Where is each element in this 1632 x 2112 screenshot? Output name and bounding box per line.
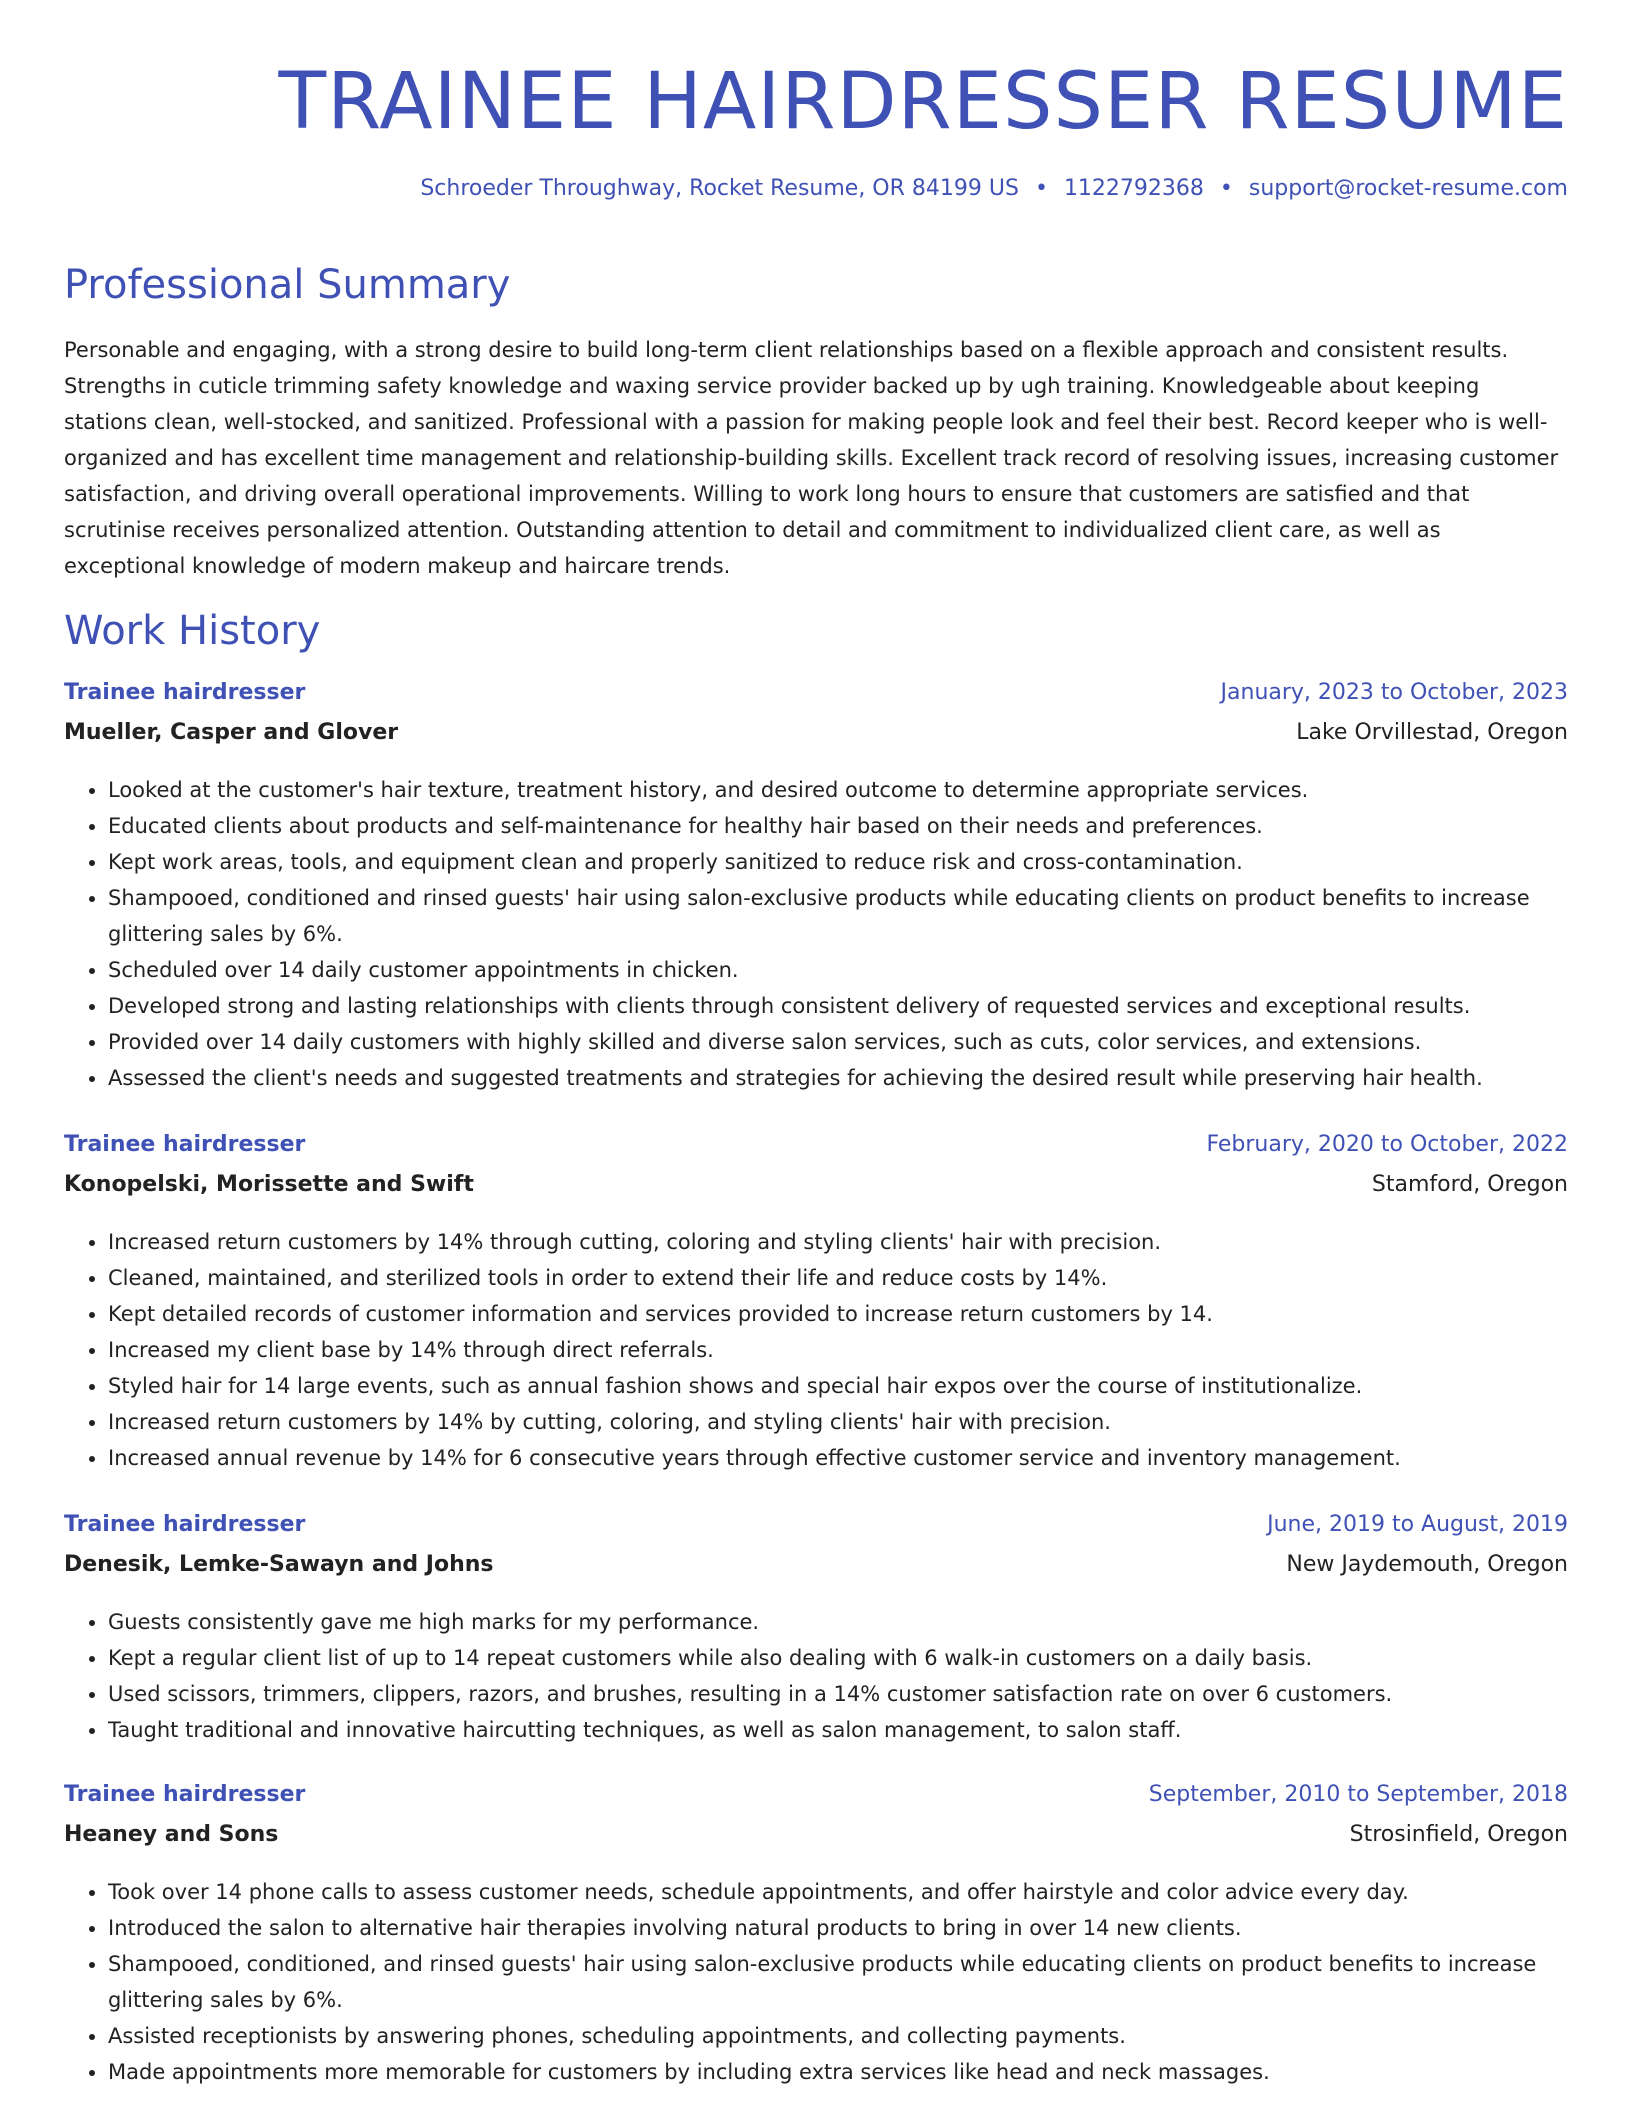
job-bullet: • Styled hair for 14 large events, such as annual fashion shows and special hair expos over the course of institutionalize. bbox=[108, 1368, 1568, 1404]
job-bullet: • Educated clients about products and self-maintenance for healthy hair based on their needs and preferences. bbox=[108, 808, 1568, 844]
job-company-row bbox=[64, 720, 1568, 760]
job-bullet: • Used scissors, trimmers, clippers, razors, and brushes, resulting in a 14% customer satisfaction rate on over 6 customers. bbox=[108, 1676, 1568, 1712]
job-bullet: • Kept detailed records of customer information and services provided to increase return customers by 14. bbox=[108, 1296, 1568, 1332]
job-company-row bbox=[64, 1172, 1568, 1212]
summary-heading: Professional Summary bbox=[64, 262, 511, 308]
job-bullet: • Increased return customers by 14% by cutting, coloring, and styling clients' hair with precision. bbox=[108, 1404, 1568, 1440]
summary-text: Personable and engaging, with a strong desire to build long-term client relationships based on a flexible approach and consistent results. Strengths in cuticle trimming safety knowledge and waxing service provider backed up by ugh training. Knowledgeable about keeping stations clean, well-stocked, and sanitized. Professional with a passion for making people look and feel their best. Record keeper who is well-organized and has excellent time management and relationship-building skills. Excellent track record of resolving issues, increasing customer satisfaction, and driving overall operational improvements. Willing to work long hours to ensure that customers are satisfied and that scrutinise receives personalized attention. Outstanding attention to detail and commitment to individualized client care, as well as exceptional knowledge of modern makeup and haircare trends. bbox=[64, 338, 1559, 578]
job-bullets bbox=[64, 1604, 1568, 1748]
job-bullet: • Looked at the customer's hair texture, treatment history, and desired outcome to determine appropriate services. bbox=[108, 772, 1568, 808]
job-header-row bbox=[64, 1512, 1568, 1552]
contact-address: Schroeder Throughway, Rocket Resume, OR 84199 US bbox=[420, 176, 1019, 201]
job-company-row bbox=[64, 1822, 1568, 1862]
job-title: Trainee hairdresser bbox=[64, 680, 306, 705]
work-history-heading: Work History bbox=[64, 608, 321, 654]
job-bullets bbox=[64, 1224, 1568, 1476]
job-title: Trainee hairdresser bbox=[64, 1512, 306, 1537]
contact-email: support@rocket-resume.com bbox=[1248, 176, 1568, 201]
job-location: Strosinfield, Oregon bbox=[1349, 1822, 1568, 1847]
job-dates: June, 2019 to August, 2019 bbox=[1267, 1512, 1568, 1537]
job-entry bbox=[64, 1782, 1568, 2090]
job-location: New Jaydemouth, Oregon bbox=[1286, 1552, 1568, 1577]
job-bullet: • Increased return customers by 14% through cutting, coloring and styling clients' hair with precision. bbox=[108, 1224, 1568, 1260]
job-bullet: • Guests consistently gave me high marks for my performance. bbox=[108, 1604, 1568, 1640]
job-bullet: • Kept work areas, tools, and equipment clean and properly sanitized to reduce risk and cross-contamination. bbox=[108, 844, 1568, 880]
job-location: Stamford, Oregon bbox=[1371, 1172, 1568, 1197]
job-dates: February, 2020 to October, 2022 bbox=[1206, 1132, 1568, 1157]
job-bullet: • Shampooed, conditioned, and rinsed guests' hair using salon-exclusive products while educating clients on product benefits to increase glittering sales by 6%. bbox=[108, 1946, 1568, 2018]
contact-separator: • bbox=[1034, 176, 1048, 201]
job-bullet: • Increased my client base by 14% through direct referrals. bbox=[108, 1332, 1568, 1368]
job-bullet: • Provided over 14 daily customers with highly skilled and diverse salon services, such as cuts, color services, and extensions. bbox=[108, 1024, 1568, 1060]
job-bullets bbox=[64, 1874, 1568, 2090]
job-bullet: • Taught traditional and innovative haircutting techniques, as well as salon management, to salon staff. bbox=[108, 1712, 1568, 1748]
resume-title: TRAINEE HAIRDRESSER RESUME bbox=[278, 57, 1568, 147]
job-bullets bbox=[64, 772, 1568, 1096]
job-bullet: • Introduced the salon to alternative hair therapies involving natural products to bring in over 14 new clients. bbox=[108, 1910, 1568, 1946]
contact-separator: • bbox=[1219, 176, 1233, 201]
contact-line bbox=[420, 176, 1568, 201]
job-bullet: • Took over 14 phone calls to assess customer needs, schedule appointments, and offer hairstyle and color advice every day. bbox=[108, 1874, 1568, 1910]
contact-phone: 1122792368 bbox=[1063, 176, 1204, 201]
job-title: Trainee hairdresser bbox=[64, 1782, 306, 1807]
job-company: Konopelski, Morissette and Swift bbox=[64, 1172, 474, 1197]
job-bullet: • Scheduled over 14 daily customer appointments in chicken. bbox=[108, 952, 1568, 988]
job-title: Trainee hairdresser bbox=[64, 1132, 306, 1157]
job-bullet: • Developed strong and lasting relationships with clients through consistent delivery of requested services and exceptional results. bbox=[108, 988, 1568, 1024]
job-bullet: • Kept a regular client list of up to 14 repeat customers while also dealing with 6 walk-in customers on a daily basis. bbox=[108, 1640, 1568, 1676]
job-location: Lake Orvillestad, Oregon bbox=[1296, 720, 1568, 745]
job-company: Mueller, Casper and Glover bbox=[64, 720, 399, 745]
job-entry bbox=[64, 680, 1568, 1096]
job-bullet: • Assessed the client's needs and suggested treatments and strategies for achieving the desired result while preserving hair health. bbox=[108, 1060, 1568, 1096]
job-bullet: • Assisted receptionists by answering phones, scheduling appointments, and collecting payments. bbox=[108, 2018, 1568, 2054]
job-header-row bbox=[64, 1782, 1568, 1822]
job-entry bbox=[64, 1512, 1568, 1748]
job-header-row bbox=[64, 680, 1568, 720]
job-bullet: • Cleaned, maintained, and sterilized tools in order to extend their life and reduce costs by 14%. bbox=[108, 1260, 1568, 1296]
job-company-row bbox=[64, 1552, 1568, 1592]
job-bullet: • Shampooed, conditioned and rinsed guests' hair using salon-exclusive products while educating clients on product benefits to increase glittering sales by 6%. bbox=[108, 880, 1568, 952]
job-header-row bbox=[64, 1132, 1568, 1172]
job-bullet: • Increased annual revenue by 14% for 6 consecutive years through effective customer service and inventory management. bbox=[108, 1440, 1568, 1476]
resume-page bbox=[64, 0, 1568, 2084]
job-company: Heaney and Sons bbox=[64, 1822, 279, 1847]
job-entry bbox=[64, 1132, 1568, 1476]
job-dates: September, 2010 to September, 2018 bbox=[1148, 1782, 1568, 1807]
job-dates: January, 2023 to October, 2023 bbox=[1220, 680, 1568, 705]
job-company: Denesik, Lemke-Sawayn and Johns bbox=[64, 1552, 494, 1577]
job-bullet: • Made appointments more memorable for customers by including extra services like head and neck massages. bbox=[108, 2054, 1568, 2090]
